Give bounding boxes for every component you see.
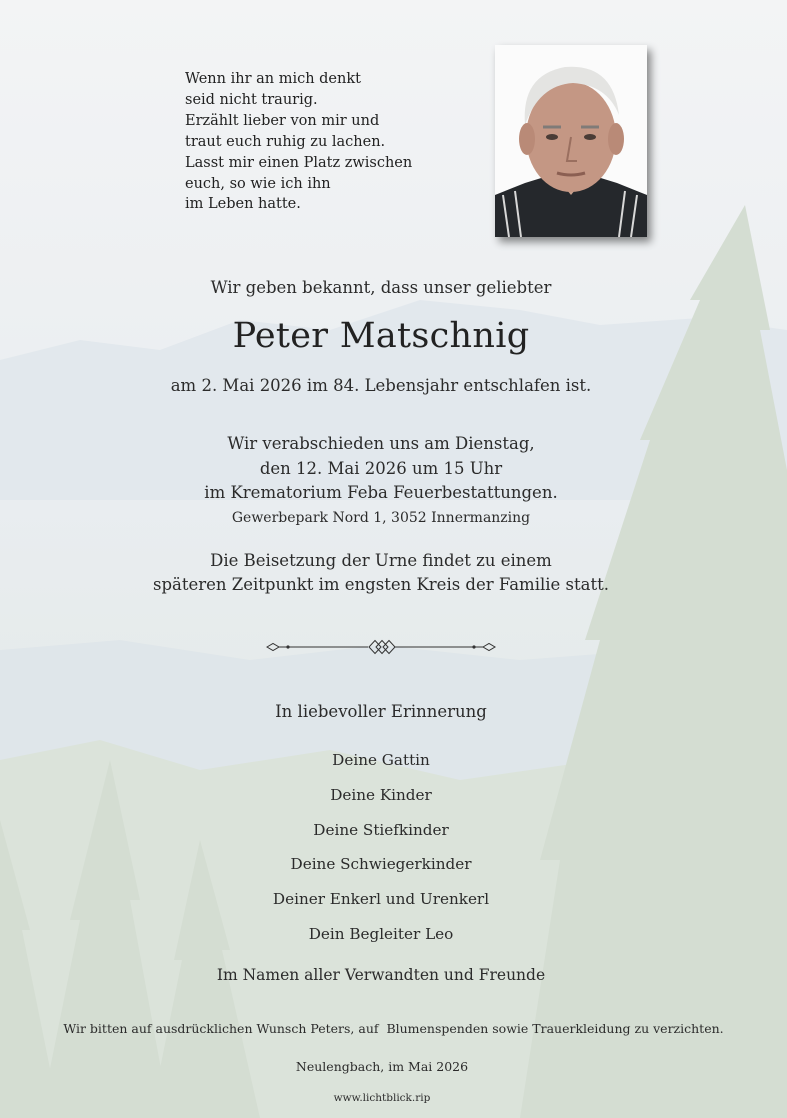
memory-heading: In liebevoller Erinnerung [275,702,487,721]
service-line: Wir verabschieden uns am Dienstag, [227,434,535,453]
service-line: im Krematorium Feba Feuerbestattungen. [204,483,558,502]
service-line: den 12. Mai 2026 um 15 Uhr [259,458,503,478]
poem-line: Lasst mir einen Platz zwischen [185,154,413,171]
on-behalf-line: Im Namen aller Verwandten und Freunde [216,966,546,984]
poem [185,69,445,215]
poem-line: seid nicht traurig. [185,91,318,108]
poem-line: Wenn ihr an mich denkt [185,71,361,87]
burial-line: späteren Zeitpunkt im engsten Kreis der Familie statt. [153,575,609,594]
website-link[interactable]: www.lichtblick.rip [333,1092,431,1104]
mourners-list [0,749,762,958]
mourner-item: Deine Schwiegerkinder [290,855,472,874]
farewell-service [0,432,762,530]
service-address: Gewerbepark Nord 1, 3052 Innermanzing [231,509,531,526]
poem-line: im Leben hatte. [185,196,301,213]
portrait-image [495,45,647,237]
portrait-photo [495,45,647,237]
mourner-item: Dein Begleiter Leo [308,924,454,943]
poem-line: euch, so wie ich ihn [185,175,331,192]
deceased-name: Peter Matschnig [232,316,530,356]
mourner-item: Deiner Enkerl und Urenkerl [272,890,490,909]
ornament-divider [265,639,498,655]
mourner-item: Deine Kinder [330,785,432,804]
urn-burial-note [0,549,762,597]
announcement-intro: Wir geben bekannt, dass unser geliebter [210,278,552,297]
burial-line: Die Beisetzung der Urne findet zu einem [210,551,552,570]
death-details: am 2. Mai 2026 im 84. Lebensjahr entschlafen ist. [170,376,592,395]
poem-line: traut euch ruhig zu lachen. [185,133,386,150]
flower-request: Wir bitten auf ausdrücklichen Wunsch Peters, auf Blumenspenden sowie Trauerkleidung zu verzichten. [63,1021,724,1036]
poem-line: Erzählt lieber von mir und [185,112,380,129]
place-and-date: Neulengbach, im Mai 2026 [295,1059,469,1074]
mourner-item: Deine Stiefkinder [313,820,449,839]
mourner-item: Deine Gattin [332,751,430,769]
